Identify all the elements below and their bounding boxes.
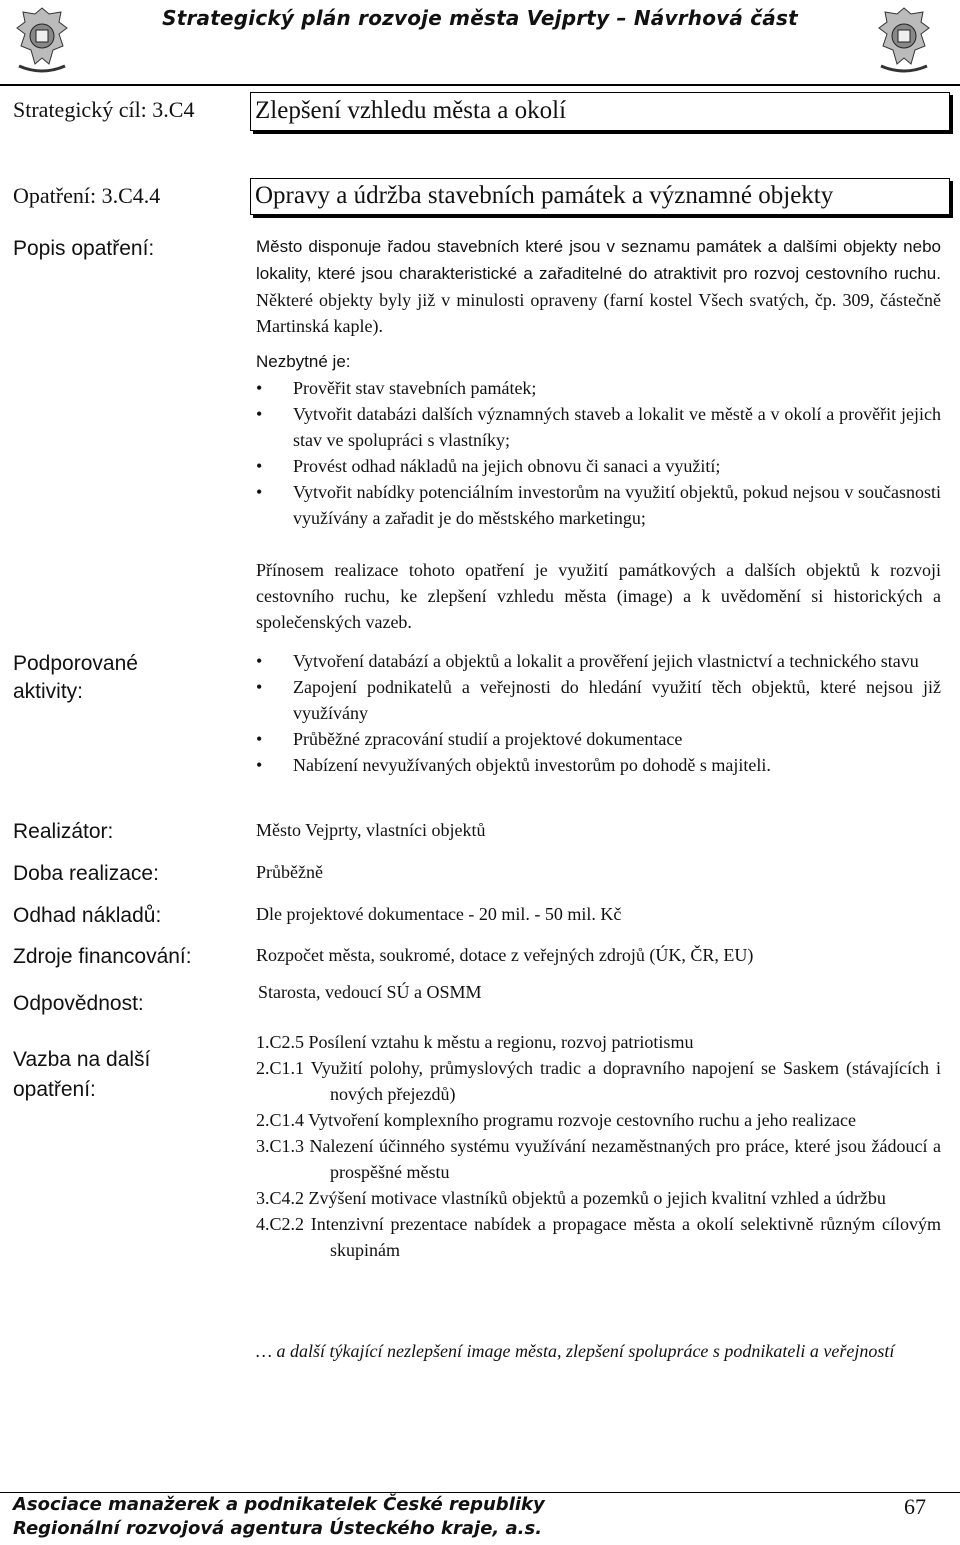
goal-title: Zlepšení vzhledu města a okolí (255, 97, 567, 124)
description-block (256, 233, 941, 531)
goal-label: Strategický cíl: 3.C4 (13, 97, 195, 122)
responsibility-value: Starosta, vedoucí SÚ a OSMM (258, 982, 482, 1002)
duration-label: Doba realizace: (13, 862, 159, 885)
implementer-label: Realizátor: (13, 820, 114, 843)
header-title: Strategický plán rozvoje města Vejprty – Návrhová část (162, 6, 798, 30)
list-item: • Zapojení podnikatelů a veřejnosti do hledání využití těch objektů, které nejsou již využívány (256, 674, 941, 726)
duration-value: Průběžně (256, 862, 323, 882)
funding-value: Rozpočet města, soukromé, dotace z veřejných zdrojů (ÚK, ČR, EU) (256, 945, 754, 965)
list-item: • Nabízení nevyužívaných objektů investorům po dohodě s majiteli. (256, 752, 941, 778)
description-label: Popis opatření: (13, 237, 155, 260)
links-label-line1: Vazba na další (13, 1048, 151, 1071)
list-item: • Provést odhad nákladů na jejich obnovu či sanaci a využití; (256, 453, 941, 479)
footer-line2: Regionální rozvojová agentura Ústeckého kraje, a.s. (13, 1518, 543, 1539)
activities-label-line1: Podporované (13, 652, 138, 675)
needs-intro: Nezbytné je: (256, 352, 351, 371)
measure-title-box (250, 178, 950, 215)
list-item: 2.C1.4 Vytvoření komplexního programu rozvoje cestovního ruchu a jeho realizace (256, 1110, 856, 1130)
activities-label-line2: aktivity: (13, 680, 84, 703)
links-more: … a další týkající nezlepšení image města, zlepšení spolupráce s podnikateli a veřejností (256, 1341, 895, 1361)
costs-value: Dle projektové dokumentace - 20 mil. - 50 mil. Kč (256, 904, 622, 924)
header-divider (0, 84, 960, 86)
links-block (256, 1029, 941, 1263)
list-item: • Vytvořit nabídky potenciálním investorům na využití objektů, pokud nejsou v současnosti využívány a zařadit je do městského marketingu; (256, 479, 941, 531)
list-item: 3.C1.3 Nalezení účinného systému využívání nezaměstnaných pro práce, které jsou žádoucí a prospěšné městu (256, 1136, 941, 1182)
footer-divider (0, 1492, 960, 1493)
list-item: 4.C2.2 Intenzivní prezentace nabídek a propagace města a okolí selektivně různým cílovým skupinám (256, 1214, 941, 1260)
activities-list (256, 648, 941, 778)
activities-label (13, 650, 138, 706)
footer-line1: Asociace manažerek a podnikatelek České republiky (13, 1494, 545, 1515)
list-item: • Vytvořit databázi dalších významných staveb a lokalit ve městě a v okolí a prověřit jejich stav ve spolupráci s vlastníky; (256, 401, 941, 453)
measure-title: Opravy a údržba stavebních památek a významné objekty (255, 182, 834, 209)
responsibility-label: Odpovědnost: (13, 992, 144, 1015)
goal-title-box (250, 92, 950, 131)
list-item: 1.C2.5 Posílení vztahu k městu a regionu, rozvoj patriotismu (256, 1032, 694, 1052)
page-number: 67 (904, 1494, 926, 1519)
list-item: • Průběžné zpracování studií a projektové dokumentace (256, 726, 941, 752)
list-item: 2.C1.1 Využití polohy, průmyslových tradic a dopravního napojení se Saskem (stávajících i nových přejezdů) (256, 1058, 941, 1104)
links-label (13, 1045, 150, 1105)
measure-label: Opatření: 3.C4.4 (13, 183, 161, 208)
list-item: • Vytvoření databází a objektů a lokalit a prověření jejich vlastnictví a technického stavu (256, 648, 941, 674)
implementer-value: Město Vejprty, vlastníci objektů (256, 820, 486, 840)
costs-label: Odhad nákladů: (13, 904, 162, 927)
description-paragraph: Město disponuje řadou stavebních které jsou v seznamu památek a dalšími objekty nebo lokality, které jsou charakteristické a zařaditelné do atraktivit pro rozvoj cestovního ruchu. (256, 237, 941, 283)
links-label-line2: opatření: (13, 1078, 96, 1101)
funding-label: Zdroje financování: (13, 945, 192, 968)
needs-list (256, 375, 941, 531)
list-item: 3.C4.2 Zvýšení motivace vlastníků objektů a pozemků o jejich kvalitní vzhled a údržbu (256, 1188, 886, 1208)
benefit-paragraph: Přínosem realizace tohoto opatření je využití památkových a dalších objektů k rozvoji cestovního ruchu, ke zlepšení vzhledu města (image) a k uvědomění si historických a společenských vazeb. (256, 560, 941, 632)
description-paragraph-b: Některé objekty byly již v minulosti opraveny (farní kostel Všech svatých, čp. 309, částečně Martinská kaple). (256, 290, 941, 336)
list-item: • Prověřit stav stavebních památek; (256, 375, 941, 401)
activities-block (256, 648, 941, 778)
